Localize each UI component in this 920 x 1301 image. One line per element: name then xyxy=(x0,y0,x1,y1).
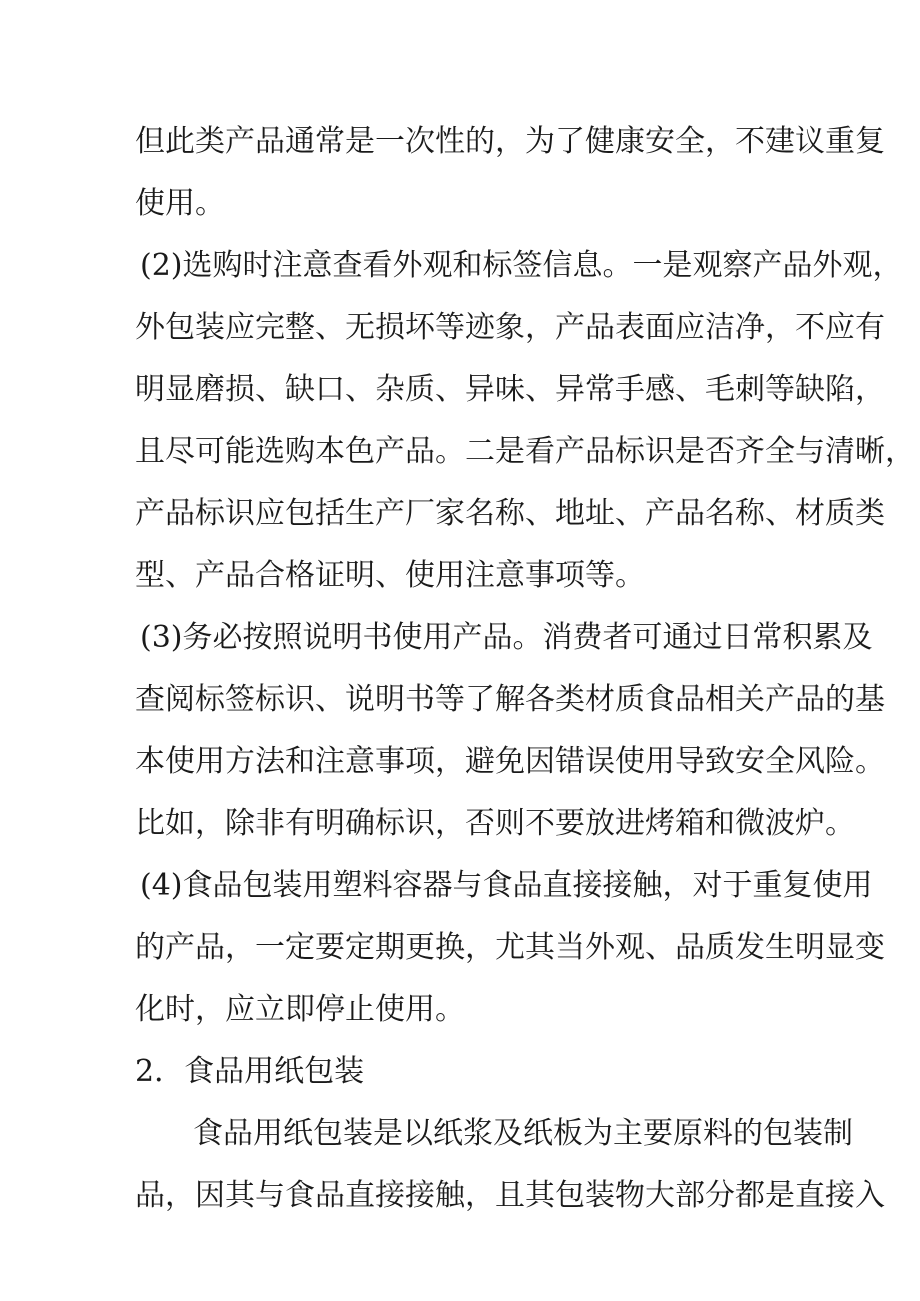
list-item-4: (4)食品包装用塑料容器与食品直接接触，对于重复使用 xyxy=(140,868,873,903)
paragraph-first-line: 食品用纸包装是以纸浆及纸板为主要原料的包装制 xyxy=(193,1116,853,1151)
text-line: 但此类产品通常是一次性的，为了健康安全，不建议重复 xyxy=(135,124,885,159)
text-line: 外包装应完整、无损坏等迹象，产品表面应洁净，不应有 xyxy=(135,310,885,345)
text-line: 比如，除非有明确标识，否则不要放进烤箱和微波炉。 xyxy=(135,806,855,841)
section-heading: 2．食品用纸包装 xyxy=(135,1054,365,1089)
text-line: 本使用方法和注意事项，避免因错误使用导致安全风险。 xyxy=(135,744,885,779)
text-line: 的产品，一定要定期更换，尤其当外观、品质发生明显变 xyxy=(135,930,885,965)
list-item-3: (3)务必按照说明书使用产品。消费者可通过日常积累及 xyxy=(140,620,873,655)
text-line: 使用。 xyxy=(135,186,225,221)
text-line: 查阅标签标识、说明书等了解各类材质食品相关产品的基 xyxy=(135,682,885,717)
text-line: 产品标识应包括生产厂家名称、地址、产品名称、材质类 xyxy=(135,496,885,531)
text-line: 化时，应立即停止使用。 xyxy=(135,992,465,1027)
text-line: 且尽可能选购本色产品。二是看产品标识是否齐全与清晰， xyxy=(135,434,915,469)
text-line: 明显磨损、缺口、杂质、异味、异常手感、毛刺等缺陷， xyxy=(135,372,885,407)
text-line: 型、产品合格证明、使用注意事项等。 xyxy=(135,558,645,593)
text-line: 品，因其与食品直接接触，且其包装物大部分都是直接入 xyxy=(135,1178,885,1213)
list-item-2: (2)选购时注意查看外观和标签信息。一是观察产品外观， xyxy=(140,248,903,283)
